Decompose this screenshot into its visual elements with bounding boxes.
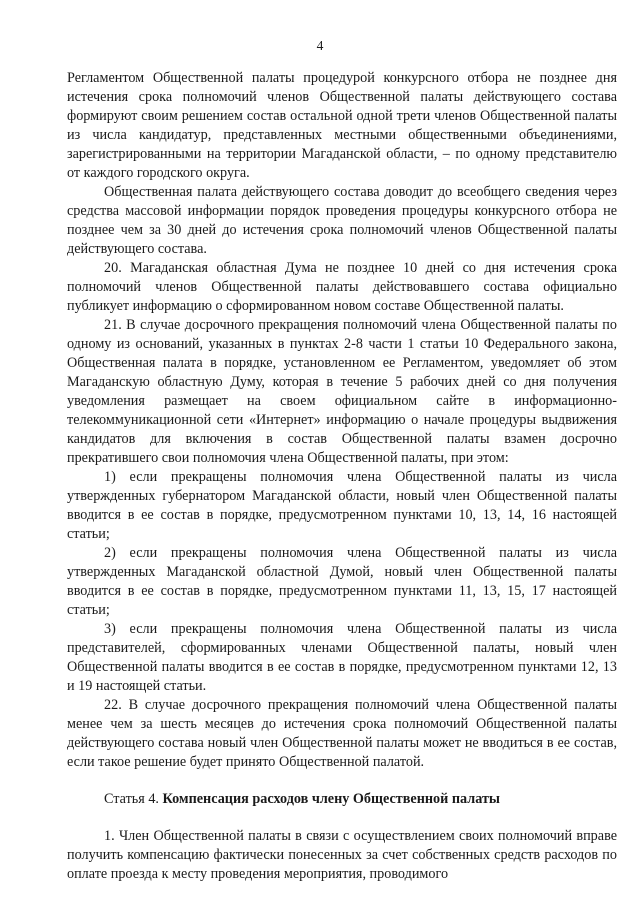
article-paragraph-1: 1. Член Общественной палаты в связи с осуществлением своих полномочий вправе получить компенсацию фактически понесенных за счет собственных средств расходов по оплате проезда к месту проведения мероприятия, проводимого — [67, 828, 617, 882]
paragraph-continuation: Регламентом Общественной палаты процедурой конкурсного отбора не позднее дня истечения срока полномочий членов Общественной палаты действующего состава формируют своим решением состав остальной одной трети членов Общественной палаты из числа кандидатур, представленных местными общественными объединениями, зарегистрированными на территории Магаданской области, – по одному представителю от каждого городского округа. — [67, 70, 617, 181]
paragraph-public-notice: Общественная палата действующего состава доводит до всеобщего сведения через средства массовой информации порядок проведения процедуры конкурсного отбора не позднее чем за 30 дней до истечения срока полномочий членов Общественной палаты действующего состава. — [67, 184, 617, 257]
list-item-2: 2) если прекращены полномочия члена Общественной палаты из числа утвержденных Магаданской областной Думой, новый член Общественной палаты вводится в ее состав в порядке, предусмотренном пунктами 11, 13, 15, 17 настоящей статьи; — [67, 545, 617, 618]
list-item-3: 3) если прекращены полномочия члена Общественной палаты из числа представителей, сформированных членами Общественной палаты, новый член Общественной палаты вводится в ее состав в порядке, предусмотренном пунктами 12, 13 и 19 настоящей статьи. — [67, 621, 617, 694]
list-item-1: 1) если прекращены полномочия члена Общественной палаты из числа утвержденных губернатором Магаданской области, новый член Общественной палаты вводится в ее состав в порядке, предусмотренном пунктами 10, 13, 14, 16 настоящей статьи; — [67, 469, 617, 542]
article-label: Статья 4. — [104, 791, 159, 807]
article-heading — [67, 790, 617, 809]
paragraph-point-22: 22. В случае досрочного прекращения полномочий члена Общественной палаты менее чем за шесть месяцев до истечения срока полномочий Общественной палаты действующего состава новый член Общественной палаты может не вводиться в ее состав, если такое решение будет принято Общественной палатой. — [67, 697, 617, 770]
document-body — [67, 69, 617, 884]
paragraph-point-20: 20. Магаданская областная Дума не позднее 10 дней со дня истечения срока полномочий членов Общественной палаты действовавшего состава официально публикует информацию о сформированном новом составе Общественной палаты. — [67, 260, 617, 314]
article-title: Компенсация расходов члену Общественной палаты — [162, 791, 500, 807]
paragraph-point-21: 21. В случае досрочного прекращения полномочий члена Общественной палаты по одному из оснований, указанных в пунктах 2-8 части 1 статьи 10 Федерального закона, Общественная палата в порядке, установленном ее Регламентом, уведомляет об этом Магаданскую областную Думу, которая в течение 5 рабочих дней со дня получения уведомления размещает на своем официальном сайте в информационно-телекоммуникационной сети «Интернет» информацию о начале процедуры выдвижения кандидатов для включения в состав Общественной палаты взамен досрочно прекратившего свои полномочия члена Общественной палаты, при этом: — [67, 317, 617, 466]
page-number: 4 — [316, 38, 324, 53]
